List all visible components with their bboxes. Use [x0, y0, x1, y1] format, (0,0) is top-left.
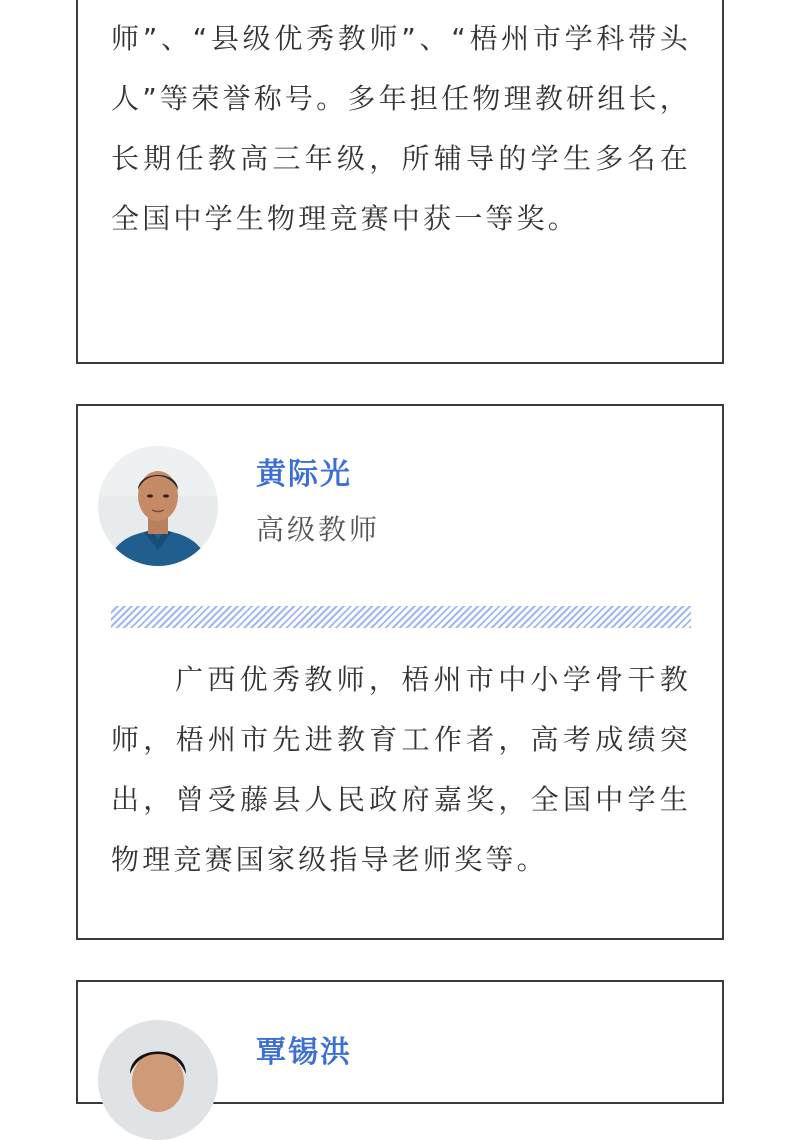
portrait-photo — [98, 446, 218, 566]
divider-stripe — [111, 606, 691, 628]
teacher-name: 黄际光 — [256, 457, 352, 492]
teacher-bio: 师”、“县级优秀教师”、“梧州市学科带头人”等荣誉称号。多年担任物理教研组长，长期任教高三年级，所辅导的学生多名在全国中学生物理竞赛中获一等奖。 — [111, 22, 691, 235]
teacher-card — [76, 0, 724, 364]
teacher-name: 覃锡洪 — [256, 1035, 352, 1070]
teacher-card — [76, 404, 724, 940]
teacher-avatar — [98, 446, 218, 566]
teacher-avatar — [98, 1020, 218, 1140]
teacher-bio: 广西优秀教师，梧州市中小学骨干教师，梧州市先进教育工作者，高考成绩突出，曾受藤县人民政府嘉奖，全国中学生物理竞赛国家级指导老师奖等。 — [111, 663, 691, 876]
portrait-photo — [98, 1020, 218, 1140]
teacher-card — [76, 980, 724, 1104]
teacher-title: 高级教师 — [256, 513, 381, 546]
